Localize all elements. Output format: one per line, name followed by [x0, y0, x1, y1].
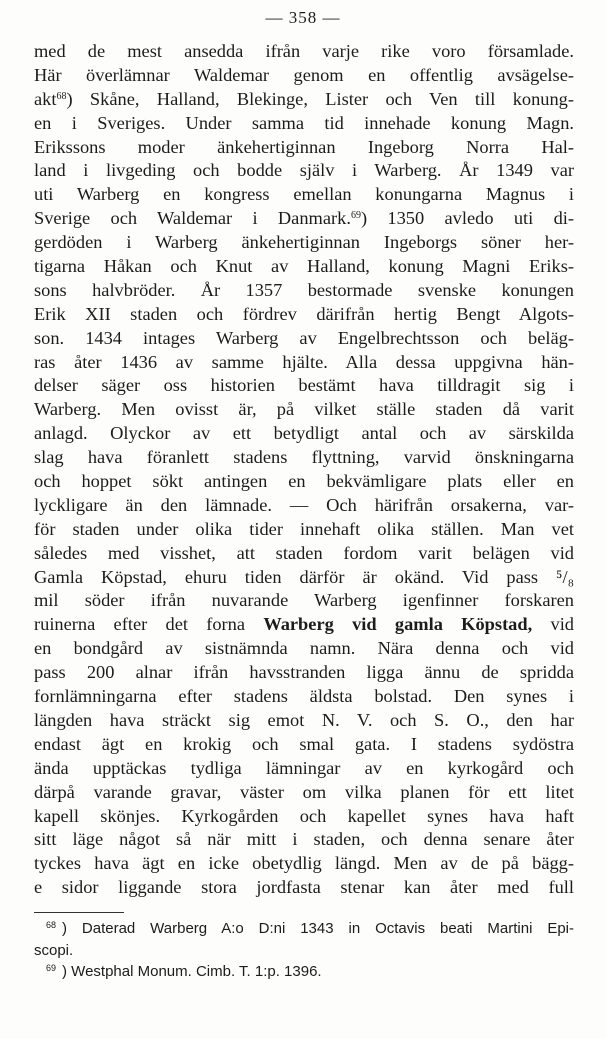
- footnote-text: ) Westphal Monum. Cimb. T. 1:p. 1396.: [62, 963, 322, 980]
- footnote-text: ) Daterad Warberg A:o D:ni 1343 in Octavis beati Martini Epi-: [62, 920, 574, 937]
- text-line: Erik XII staden och fördrev därifrån hertig Bengt Algots-: [34, 303, 574, 324]
- footnote-ref-68: 68: [56, 90, 67, 102]
- text-line: son. 1434 intages Warberg av Engelbrechtsson och beläg-: [34, 327, 574, 348]
- text-line: sons halvbröder. År 1357 bestormade svenske konungen: [34, 279, 574, 300]
- footnote-68-continued: scopi.: [34, 941, 74, 959]
- text-line: Gamla Köpstad, ehuru tiden därför är okänd. Vid pass ⁵/₈: [34, 566, 574, 587]
- text-line: mil söder ifrån nuvarande Warberg igenfinner forskaren: [34, 590, 574, 611]
- text-fragment: akt: [34, 88, 57, 109]
- footnotes: [34, 918, 574, 983]
- text-line: endast ägt en krokig och smal gata. I stadens sydöstra: [34, 733, 574, 754]
- footnote-divider: [34, 912, 124, 913]
- bold-text: Warberg vid gamla Köpstad,: [263, 614, 533, 635]
- footnote-ref-69: 69: [350, 210, 361, 222]
- text-line: Här överlämnar Waldemar genom en offentlig avsägelse-: [34, 64, 574, 85]
- text-line: kapell skönjes. Kyrkogården och kapellet synes hava haft: [34, 805, 574, 826]
- text-fragment: ruinerna efter det forna: [34, 614, 264, 635]
- text-line: tyckes hava ägt en icke obetydlig längd. Men av de på bägg-: [34, 853, 574, 874]
- text-line: Erikssons moder änkehertiginnan Ingeborg Norra Hal-: [34, 136, 574, 157]
- text-line: tigarna Håkan och Knut av Halland, konung Magni Eriks-: [34, 256, 574, 277]
- text-line: e sidor liggande stora jordfasta stenar kan åter med full: [34, 877, 574, 898]
- text-line: ras åter 1436 av samme hjälte. Alla dessa uppgivna hän-: [34, 351, 574, 372]
- text-line: anlagd. Olyckor av ett betydligt antal och av särskilda: [34, 423, 574, 444]
- footnote-68: [34, 918, 574, 940]
- text-line: [34, 88, 574, 112]
- footnote-mark: 68: [46, 920, 57, 930]
- text-line: en i Sveriges. Under samma tid innehade konung Magn.: [34, 112, 574, 133]
- text-line: lyckligare än den lämnade. — Och härifrån orsakerna, var-: [34, 494, 574, 515]
- text-line: med de mest ansedda ifrån varje rike voro församlade.: [34, 41, 574, 61]
- text-line: för staden under olika tider innehaft olika ställen. Man vet: [34, 518, 574, 539]
- text-line: slag hava föranlett stadens flyttning, varvid önskningarna: [34, 447, 574, 468]
- text-line: längden hava sträckt sig emot N. V. och S. O., den har: [34, 709, 574, 730]
- text-line: delser säger oss historien bestämt hava tilldragit sig i: [34, 375, 574, 396]
- text-line: sitt läge något så när mitt i staden, och denna senare åter: [34, 829, 574, 850]
- body-text: [34, 40, 574, 900]
- footnote-mark: 69: [46, 963, 57, 973]
- text-line: Warberg. Men ovisst är, på vilket ställe staden då varit: [34, 399, 574, 420]
- text-line: uti Warberg en kongress emellan konungarna Magnus i: [34, 184, 574, 205]
- text-line: därpå varande gravar, väster om vilka planen för ett litet: [34, 781, 574, 802]
- text-line: således med visshet, att staden fordom varit belägen vid: [34, 542, 574, 563]
- text-line: och hoppet sökt antingen en bekvämligare plats eller en: [34, 471, 574, 492]
- text-fragment: Sverige och Waldemar i Danmark.: [34, 208, 351, 229]
- text-fragment: ) 1350 avledo uti di-: [360, 208, 574, 229]
- footnote-69: [34, 961, 574, 983]
- text-line: fornlämningarna efter stadens äldsta bolstad. Den synes i: [34, 686, 574, 707]
- text-line: land i livgeding och bodde själv i Warberg. År 1349 var: [34, 160, 574, 181]
- text-fragment: ) Skåne, Halland, Blekinge, Lister och Ven till konung-: [66, 88, 574, 109]
- text-line: [34, 207, 574, 231]
- text-line: en bondgård av sistnämnda namn. Nära denna och vid: [34, 638, 574, 659]
- text-line: pass 200 alnar ifrån havsstranden ligga ännu de spridda: [34, 662, 574, 683]
- text-line: [34, 613, 574, 637]
- text-fragment: vid: [532, 614, 574, 635]
- page-number: — 358 —: [265, 8, 341, 27]
- text-line: gerdöden i Warberg änkehertiginnan Ingeborgs söner her-: [34, 232, 574, 253]
- text-line: ända upptäckas tydliga lämningar av en kyrkogård och: [34, 757, 574, 778]
